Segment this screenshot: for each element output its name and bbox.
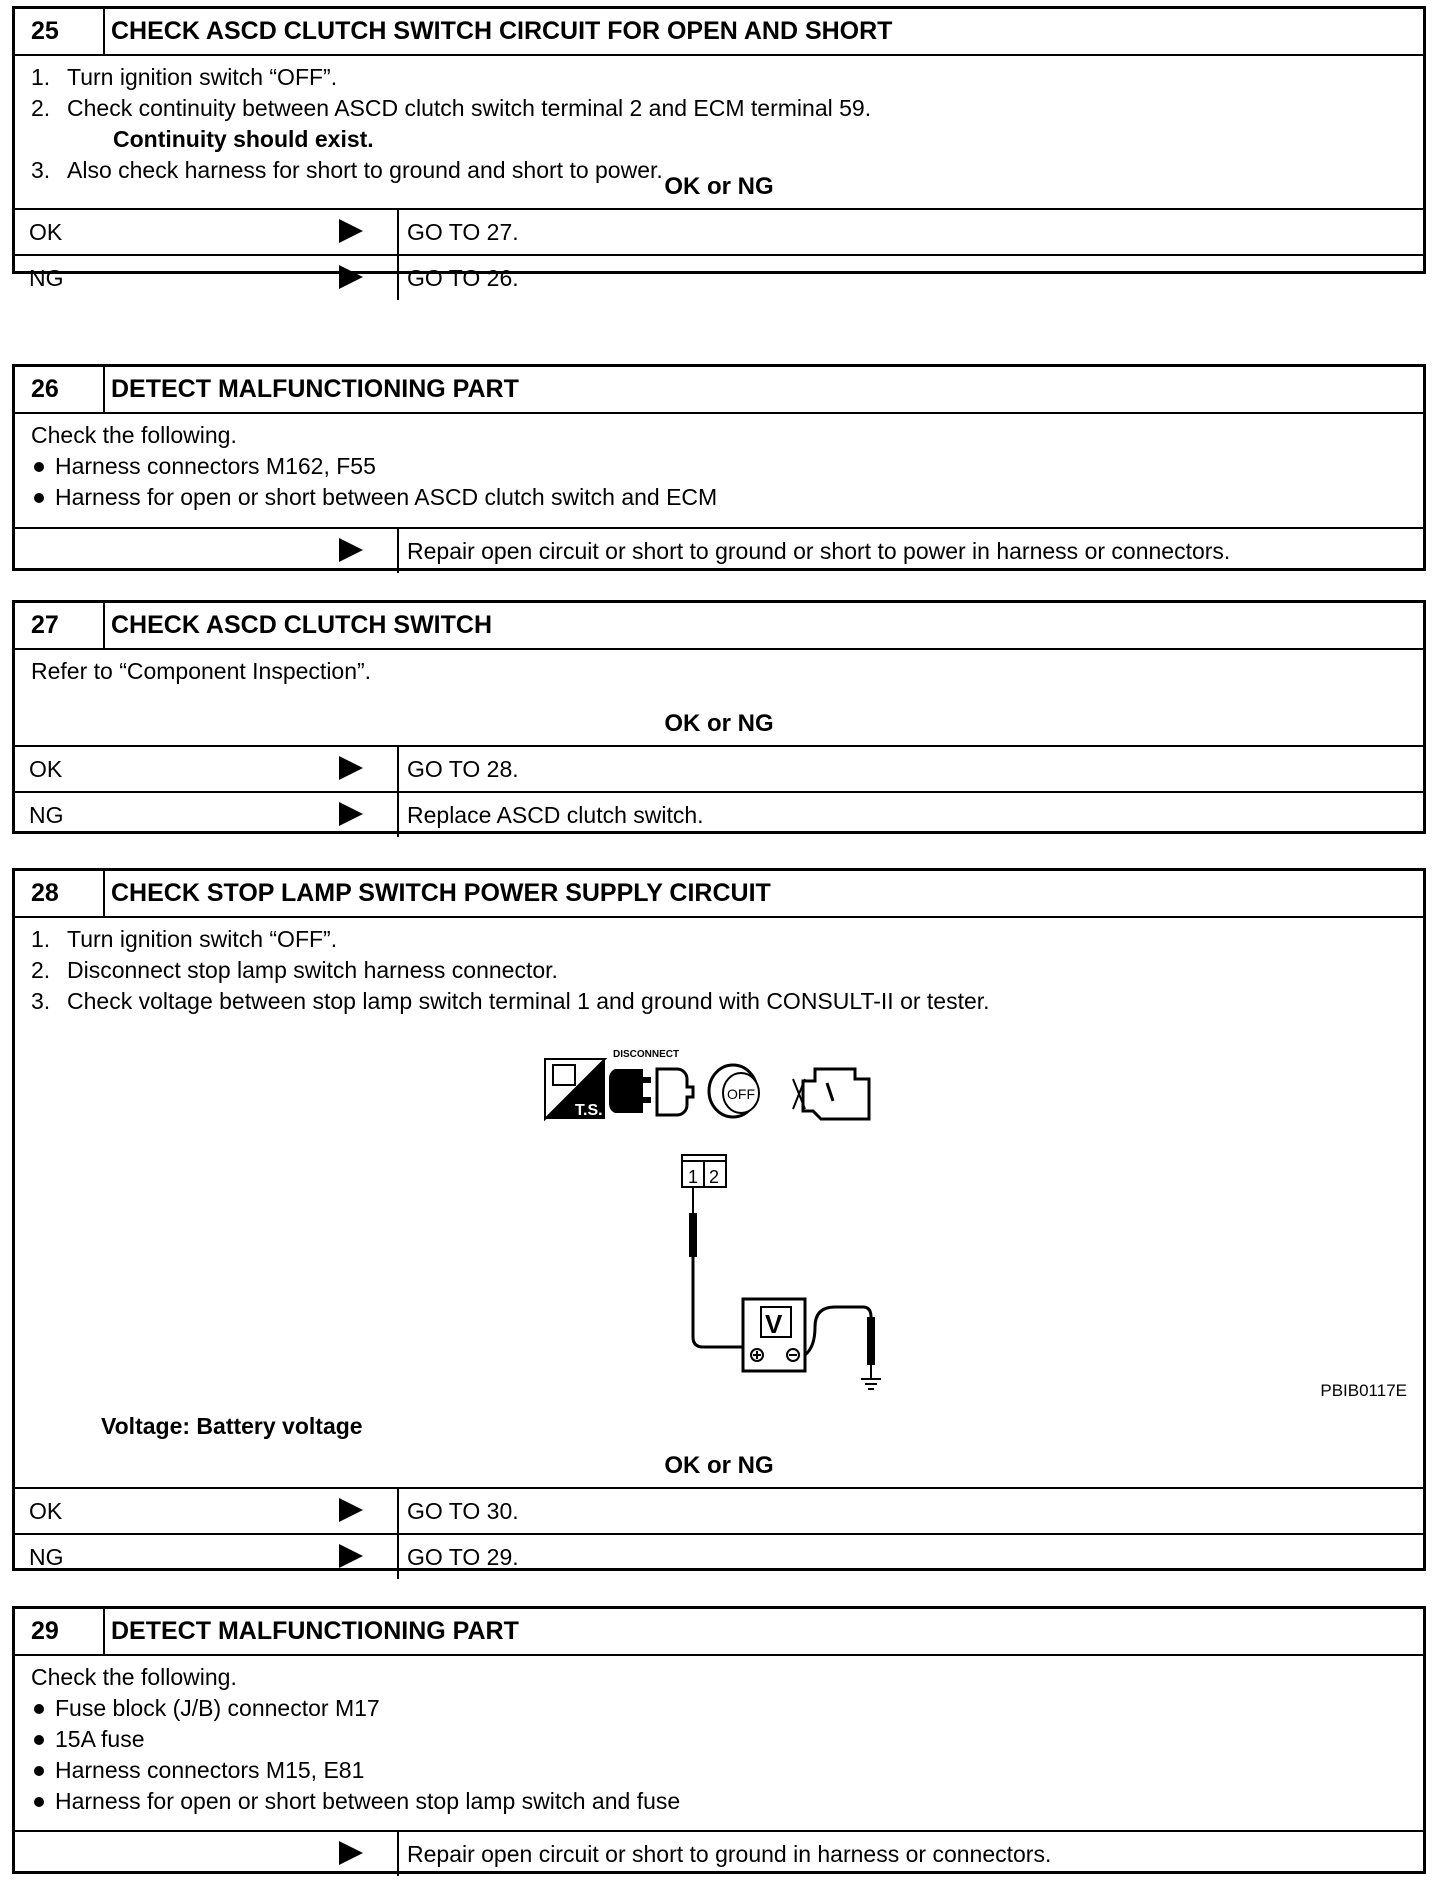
- step-index: 1.: [31, 64, 51, 90]
- voltage-check-diagram: [15, 1017, 1423, 1407]
- probe-positive: [689, 1213, 697, 1257]
- figure-id: PBIB0117E: [1320, 1381, 1407, 1400]
- ground-icon: [861, 1379, 881, 1389]
- spec-text: Voltage: Battery voltage: [101, 1413, 363, 1439]
- result-action: Replace ASCD clutch switch.: [407, 801, 704, 828]
- step-header: [15, 1609, 1423, 1656]
- disconnect-label: DISCONNECT: [613, 1049, 680, 1060]
- ts-label: T.S.: [575, 1102, 603, 1119]
- arrow-right-icon: [339, 219, 363, 243]
- step-number: 27: [15, 603, 105, 648]
- bullet-icon: [34, 493, 44, 503]
- step-text: Turn ignition switch “OFF”.: [67, 64, 338, 90]
- result-row: [15, 791, 1423, 837]
- bullet-text: Harness connectors M15, E81: [55, 1757, 365, 1783]
- arrow-right-icon: [339, 265, 363, 289]
- step-title: CHECK STOP LAMP SWITCH POWER SUPPLY CIRCUIT: [111, 879, 771, 907]
- step-title: DETECT MALFUNCTIONING PART: [111, 1617, 519, 1645]
- result-row: [15, 208, 1423, 254]
- ok-or-ng-label: OK or NG: [664, 1452, 774, 1479]
- step-body: [15, 650, 1423, 703]
- step-text: Also check harness for short to ground and short to power.: [67, 157, 663, 183]
- terminal-2-label: 2: [709, 1167, 720, 1187]
- step-text: Turn ignition switch “OFF”.: [67, 926, 338, 952]
- disconnect-icon: [609, 1049, 693, 1115]
- step-body: [15, 56, 1423, 183]
- step-26: [12, 364, 1426, 571]
- probe-negative: [867, 1317, 875, 1365]
- step-index: 1.: [31, 926, 51, 952]
- intro-text: Check the following.: [31, 1664, 237, 1690]
- bullet-text: 15A fuse: [55, 1726, 145, 1752]
- result-action: Repair open circuit or short to ground in harness or connectors.: [407, 1840, 1052, 1867]
- bullet-text: Harness for open or short between ASCD clutch switch and ECM: [55, 484, 718, 510]
- step-title: CHECK ASCD CLUTCH SWITCH CIRCUIT FOR OPEN AND SHORT: [111, 17, 893, 45]
- step-number: 25: [15, 9, 105, 54]
- bullet-icon: [34, 1704, 44, 1714]
- result-row: [15, 745, 1423, 791]
- spec-text: Continuity should exist.: [113, 126, 374, 152]
- result-action: GO TO 29.: [407, 1543, 519, 1570]
- arrow-right-icon: [339, 756, 363, 780]
- bullet-icon: [34, 1766, 44, 1776]
- step-index: 2.: [31, 95, 51, 121]
- result-row: [15, 527, 1423, 573]
- step-body: [15, 414, 1423, 527]
- step-25: [12, 6, 1426, 291]
- result-label: OK: [29, 218, 63, 245]
- step-body: [15, 1656, 1423, 1830]
- ts-icon: [545, 1059, 605, 1119]
- step-index: 3.: [31, 988, 51, 1014]
- bullet-text: Harness connectors M162, F55: [55, 453, 376, 479]
- ok-or-ng-label: OK or NG: [664, 173, 774, 200]
- result-action: GO TO 28.: [407, 755, 519, 782]
- step-number: 28: [15, 871, 105, 916]
- bullet-icon: [34, 1797, 44, 1807]
- connector-terminals: [682, 1155, 726, 1187]
- bullet-text: Harness for open or short between stop lamp switch and fuse: [55, 1788, 681, 1814]
- arrow-right-icon: [339, 538, 363, 562]
- step-header: [15, 9, 1423, 56]
- arrow-right-icon: [339, 1498, 363, 1522]
- result-label: NG: [29, 1543, 64, 1570]
- result-row: [15, 1487, 1423, 1533]
- step-28: [12, 868, 1426, 1571]
- meter-label: V: [765, 1309, 783, 1339]
- step-27: [12, 600, 1426, 834]
- arrow-right-icon: [339, 802, 363, 826]
- engine-icon: [793, 1069, 869, 1119]
- step-29: [12, 1606, 1426, 1874]
- result-label: OK: [29, 1497, 63, 1524]
- step-text: Disconnect stop lamp switch harness connector.: [67, 957, 558, 983]
- step-title: CHECK ASCD CLUTCH SWITCH: [111, 611, 492, 639]
- result-action: Repair open circuit or short to ground or short to power in harness or connectors.: [407, 537, 1231, 564]
- intro-text: Check the following.: [31, 422, 237, 448]
- step-index: 3.: [31, 157, 51, 183]
- step-number: 26: [15, 367, 105, 412]
- step-number: 29: [15, 1609, 105, 1654]
- arrow-right-icon: [339, 1841, 363, 1865]
- step-header: [15, 871, 1423, 918]
- bullet-icon: [34, 462, 44, 472]
- result-action: GO TO 30.: [407, 1497, 519, 1524]
- result-row: [15, 1533, 1423, 1579]
- ignition-off-icon: [709, 1065, 759, 1117]
- diagram-svg: [15, 1017, 1423, 1407]
- step-body: [15, 918, 1423, 1017]
- step-title: DETECT MALFUNCTIONING PART: [111, 375, 519, 403]
- step-index: 2.: [31, 957, 51, 983]
- result-action: GO TO 27.: [407, 218, 519, 245]
- bullet-icon: [34, 1735, 44, 1745]
- step-header: [15, 603, 1423, 650]
- voltmeter-icon: [743, 1299, 805, 1371]
- off-label: OFF: [727, 1086, 755, 1102]
- result-action: GO TO 26.: [407, 264, 519, 291]
- result-row: [15, 1830, 1423, 1876]
- step-header: [15, 367, 1423, 414]
- intro-text: Refer to “Component Inspection”.: [31, 658, 372, 684]
- terminal-1-label: 1: [688, 1167, 699, 1187]
- step-text: Check voltage between stop lamp switch terminal 1 and ground with CONSULT-II or tester.: [67, 988, 990, 1014]
- bullet-text: Fuse block (J/B) connector M17: [55, 1695, 380, 1721]
- ok-or-ng-label: OK or NG: [664, 710, 774, 737]
- result-label: OK: [29, 755, 63, 782]
- step-text: Check continuity between ASCD clutch switch terminal 2 and ECM terminal 59.: [67, 95, 872, 121]
- result-row: [15, 254, 1423, 300]
- result-label: NG: [29, 801, 64, 828]
- result-label: NG: [29, 264, 64, 291]
- arrow-right-icon: [339, 1544, 363, 1568]
